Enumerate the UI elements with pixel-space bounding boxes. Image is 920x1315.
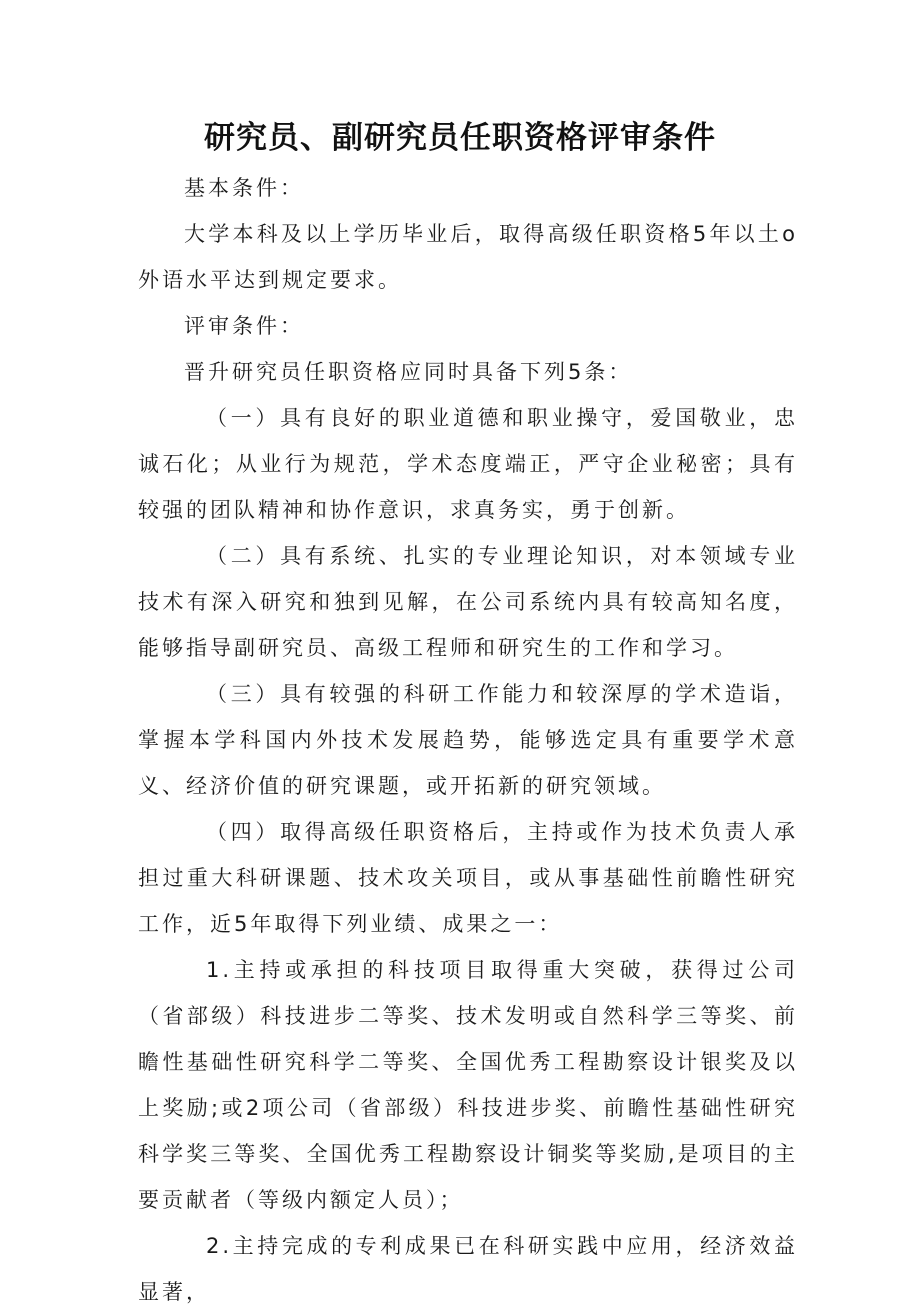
basic-heading: 基本条件： — [184, 176, 304, 200]
review-heading: 评审条件： — [184, 314, 304, 338]
item-3: （三）具有较强的科研工作能力和较深厚的学术造诣，掌握本学科国内外技术发展趋势，能够选定具有重要学术意义、经济价值的研究课题，或开拓新的研究领域。 — [138, 682, 798, 798]
review-intro: 晋升研究员任职资格应同时具备下列5条： — [184, 360, 633, 384]
sub-item-1: 1.主持或承担的科技项目取得重大突破，获得过公司（省部级）科技进步二等奖、技术发明或自然科学三等奖、前瞻性基础性研究科学二等奖、全国优秀工程勘察设计银奖及以上奖励;或2项公司（省部级）科技进步奖、前瞻性基础性研究科学奖三等奖、全国优秀工程勘察设计铜奖等奖励,是项目的主要贡献者（等级内额定人员）； — [138, 958, 798, 1212]
basic-text: 大学本科及以上学历毕业后，取得高级任职资格5年以土o外语水平达到规定要求。 — [138, 222, 798, 292]
document-title: 研究员、副研究员任职资格评审条件 — [204, 120, 716, 156]
item-1: （一）具有良好的职业道德和职业操守，爱国敬业，忠诚石化；从业行为规范，学术态度端正，严守企业秘密；具有较强的团队精神和协作意识，求真务实，勇于创新。 — [138, 406, 798, 522]
item-4: （四）取得高级任职资格后，主持或作为技术负责人承担过重大科研课题、技术攻关项目，或从事基础性前瞻性研究工作，近5年取得下列业绩、成果之一： — [138, 820, 798, 936]
item-2: （二）具有系统、扎实的专业理论知识，对本领域专业技术有深入研究和独到见解，在公司系统内具有较高知名度，能够指导副研究员、高级工程师和研究生的工作和学习。 — [138, 544, 798, 660]
document-body — [138, 165, 798, 1315]
sub-item-2: 2.主持完成的专利成果已在科研实践中应用，经济效益显著， — [138, 1234, 798, 1304]
